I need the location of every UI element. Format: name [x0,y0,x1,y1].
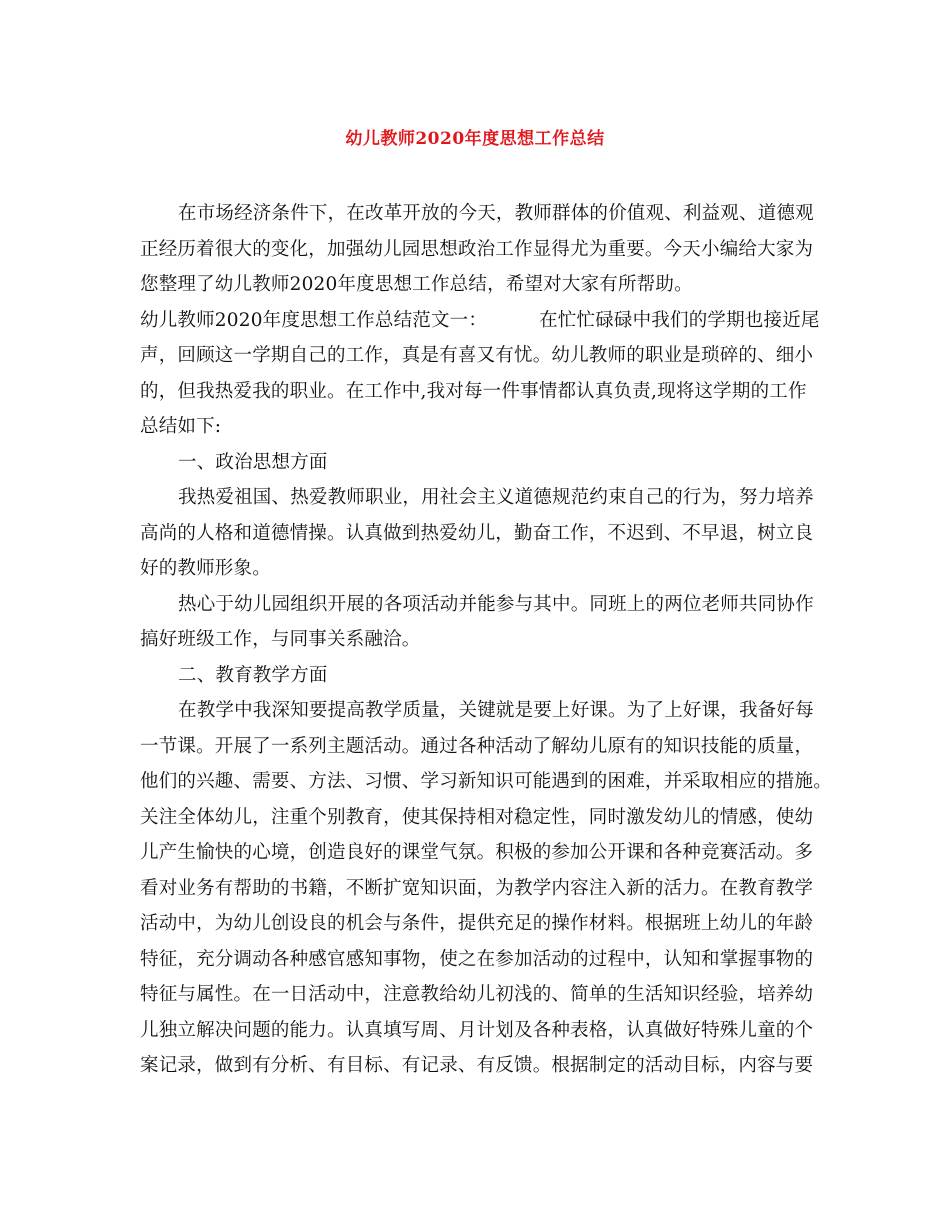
paragraph-line [140,303,830,339]
line-tail-text: 在忙忙碌碌中我们的学期也接近尾 [539,309,820,331]
paragraph-line [140,232,830,268]
paragraph-line [140,374,830,410]
line-text: 特征，充分调动各种感官感知事物，使之在参加活动的过程中，认知和掌握事物的 [140,948,814,970]
paragraph-line [140,409,830,445]
line-text: 看对业务有帮助的书籍，不断扩宽知识面，为教学内容注入新的活力。在教育教学 [140,877,814,899]
line-text: 一节课。开展了一系列主题活动。通过各种活动了解幼儿原有的知识技能的质量， [140,735,814,757]
paragraph-line [140,196,830,232]
line-text: 幼儿教师2020年度思想工作总结范文一： [140,309,488,331]
line-text: 案记录，做到有分析、有目标、有记录、有反馈。根据制定的活动目标，内容与要 [140,1055,814,1076]
paragraph-line [140,729,830,765]
line-text: 正经历着很大的变化，加强幼儿园思想政治工作显得尤为重要。今天小编给大家为 [140,238,814,260]
paragraph-line [140,871,830,907]
paragraph-line [140,516,830,552]
paragraph-line [140,587,830,623]
line-text: 总结如下: [140,416,222,437]
paragraph-line [140,1013,830,1049]
paragraph-line [140,835,830,871]
paragraph-line [140,1048,830,1084]
line-text: 声，回顾这一学期自己的工作，真是有喜又有忧。幼儿教师的职业是琐碎的、细小 [140,345,814,366]
paragraph-line [140,942,830,978]
document-body [140,196,830,1084]
paragraph-line [140,622,830,658]
paragraph-line [140,693,830,729]
paragraph-line [140,445,830,481]
paragraph-line [140,906,830,942]
line-text: 他们的兴趣、需要、方法、习惯、学习新知识可能遇到的困难，并采取相应的措施。 [140,771,832,792]
line-text: 特征与属性。在一日活动中，注意教给幼儿初浅的、简单的生活知识经验，培养幼 [140,984,814,1005]
line-text: 的，但我热爱我的职业。在工作中,我对每一件事情都认真负责,现将这学期的工作 [140,380,807,402]
line-text: 二、教育教学方面 [178,664,328,686]
paragraph-line [140,800,830,836]
line-text: 您整理了幼儿教师2020年度思想工作总结，希望对大家有所帮助。 [140,274,693,295]
line-text: 我热爱祖国、热爱教师职业，用社会主义道德规范约束自己的行为，努力培养 [178,487,814,508]
line-text: 一、政治思想方面 [178,451,328,473]
line-text: 高尚的人格和道德情操。认真做到热爱幼儿，勤奋工作，不迟到、不早退，树立良 [140,522,814,544]
line-text: 活动中，为幼儿创设良的机会与条件，提供充足的操作材料。根据班上幼儿的年龄 [140,913,814,934]
paragraph-line [140,977,830,1013]
line-text: 儿独立解决问题的能力。认真填写周、月计划及各种表格，认真做好特殊儿童的个 [140,1019,814,1041]
line-text: 儿产生愉快的心境，创造良好的课堂气氛。积极的参加公开课和各种竞赛活动。多 [140,842,814,863]
paragraph-line [140,267,830,303]
paragraph-line [140,480,830,516]
paragraph-line [140,658,830,694]
line-text: 热心于幼儿园组织开展的各项活动并能参与其中。同班上的两位老师共同协作 [178,593,814,615]
paragraph-line [140,764,830,800]
document-title: 幼儿教师2020年度思想工作总结 [345,129,605,149]
line-text: 在市场经济条件下，在改革开放的今天，教师群体的价值观、利益观、道德观 [178,203,814,224]
paragraph-line [140,338,830,374]
line-text: 搞好班级工作，与同事关系融洽。 [140,629,421,650]
line-text: 好的教师形象。 [140,558,271,579]
line-text: 关注全体幼儿，注重个别教育，使其保持相对稳定性，同时激发幼儿的情感，使幼 [140,806,814,828]
paragraph-line [140,551,830,587]
line-text: 在教学中我深知要提高教学质量，关键就是要上好课。为了上好课，我备好每 [178,700,814,721]
